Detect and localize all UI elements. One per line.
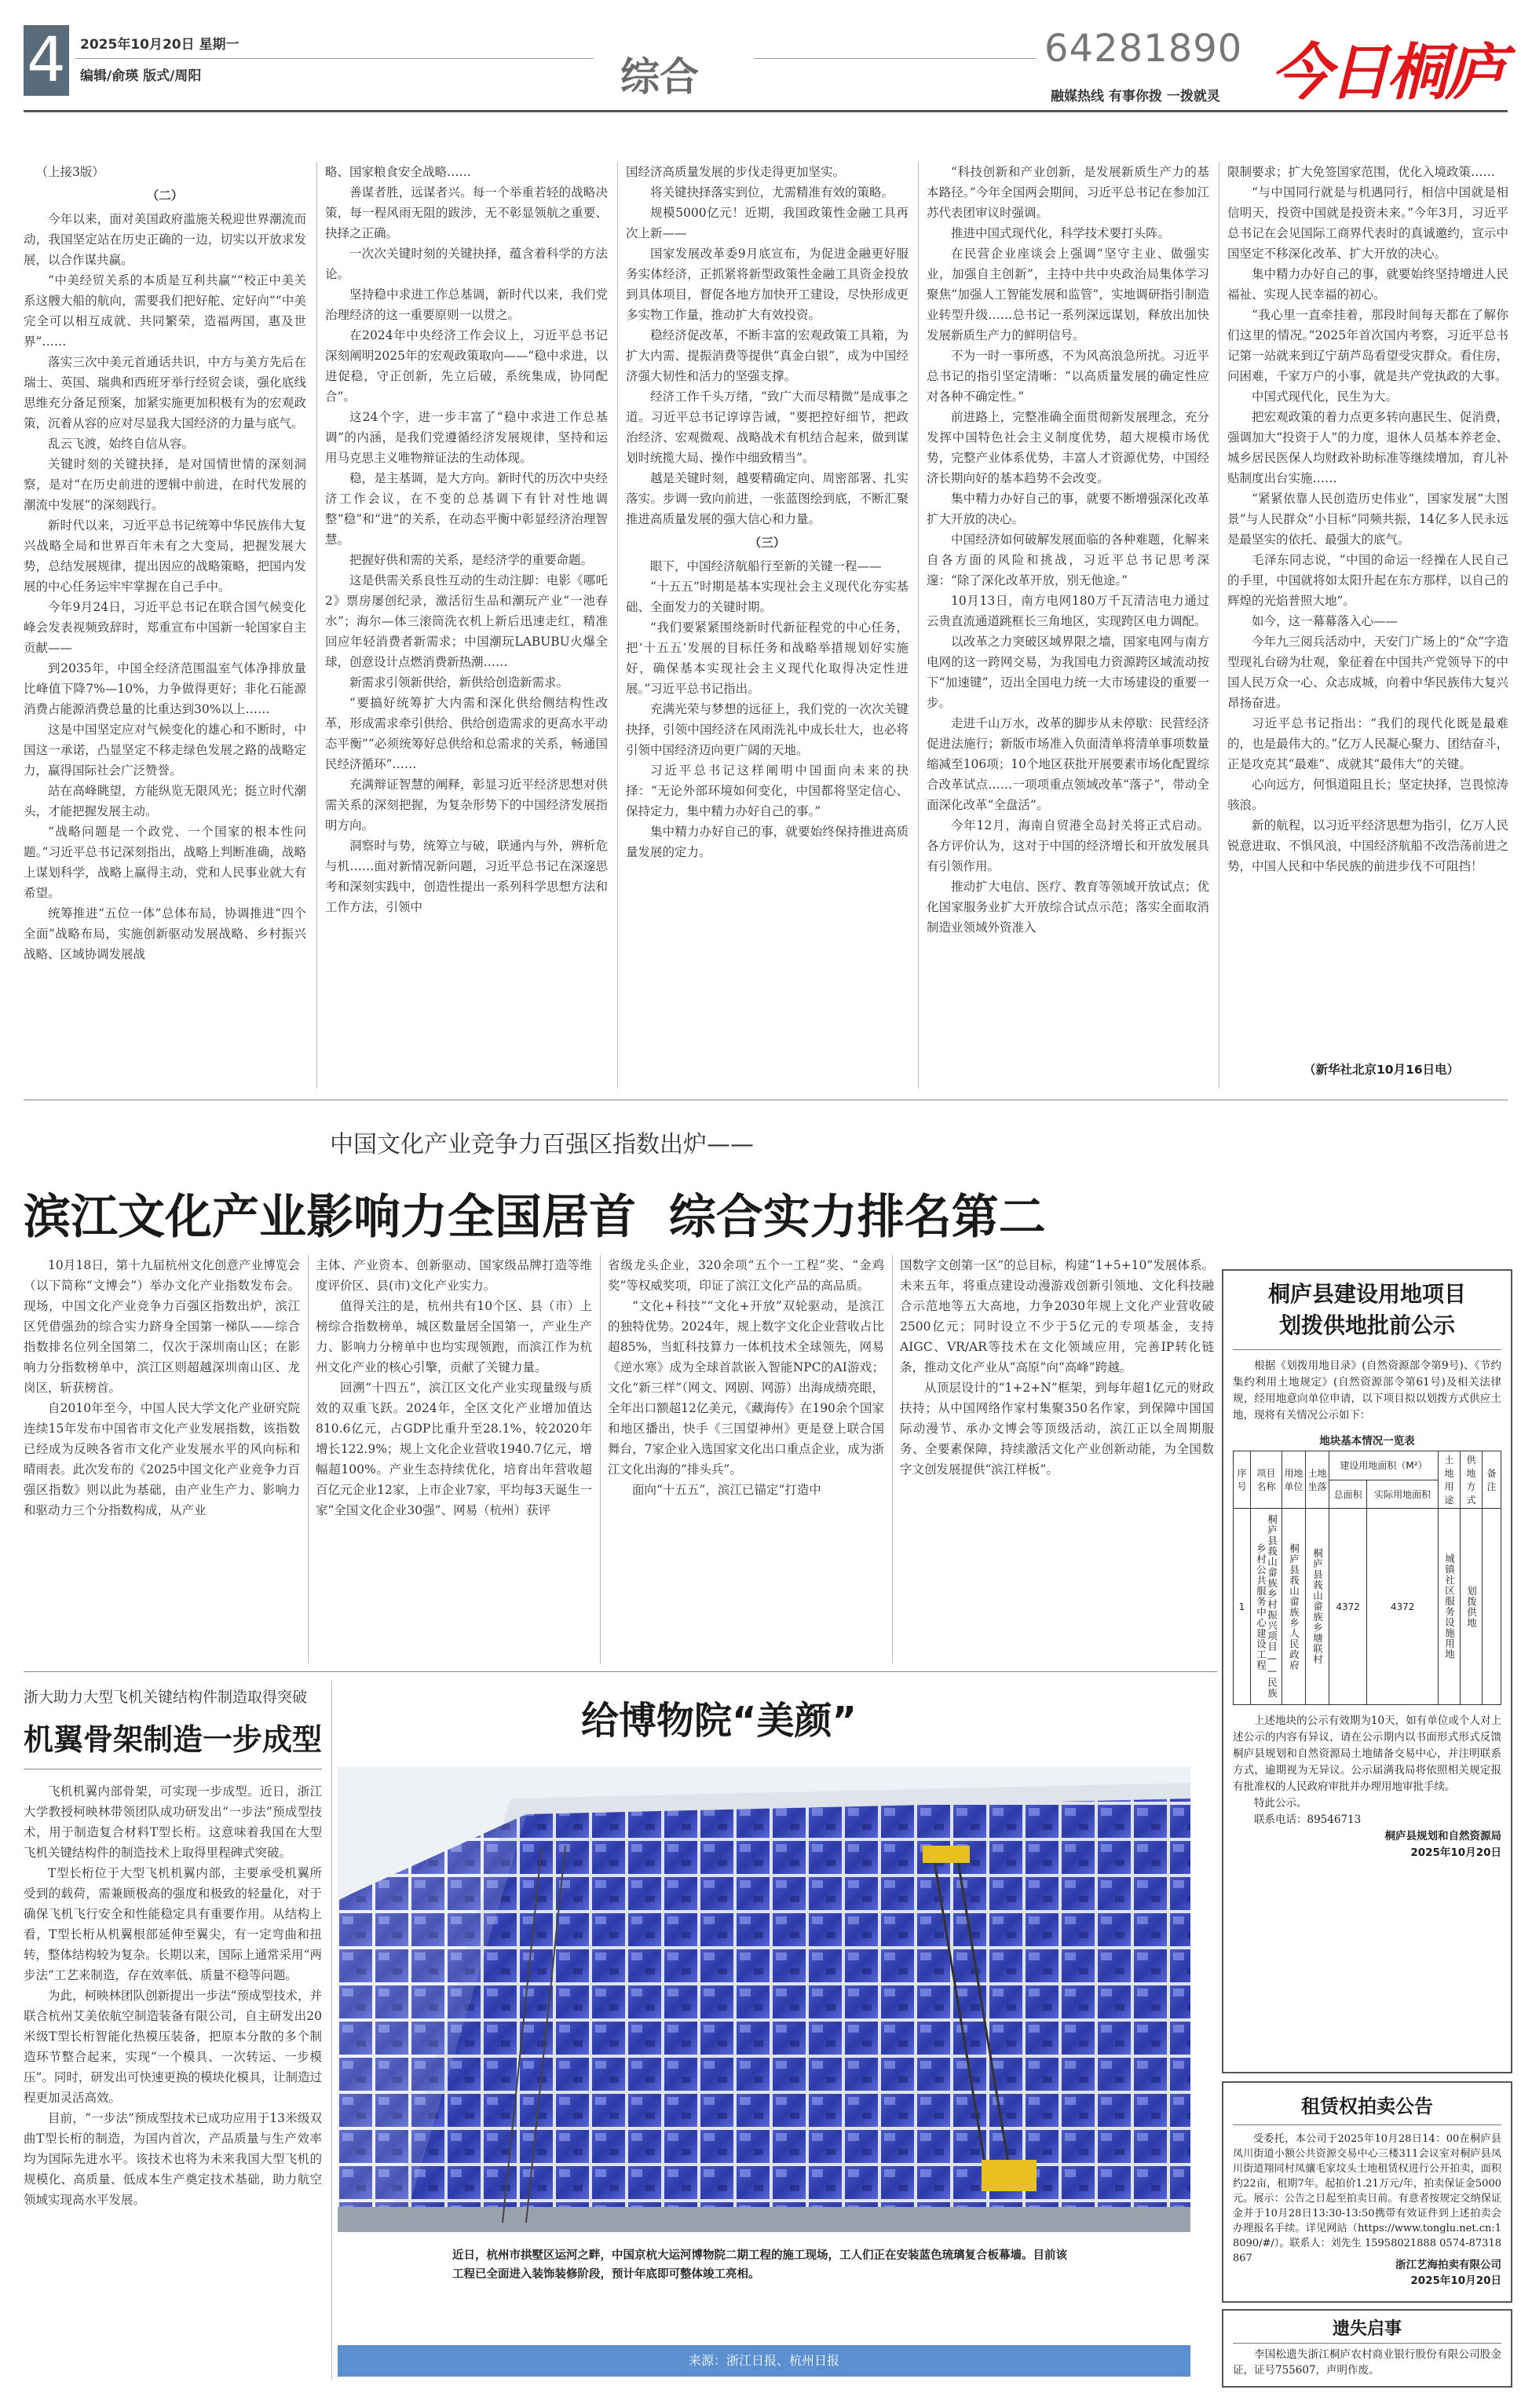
cell-remark — [1483, 1509, 1501, 1705]
paragraph: 新时代以来，习近平总书记统筹中华民族伟大复兴战略全局和世界百年未有之大变局，把握发展大势，总结发展规律，提出因应的战略策略，把国内发展的中心任务运牢牢掌握在自己手中。 — [24, 518, 306, 594]
paragraph: 在民营企业座谈会上强调“坚守主业、做强实业，加强自主创新”，主持中共中央政治局集体学习聚焦“加强人工智能发展和监管”，实地调研指引制造业转型升级……总书记一系列深远谋划，释放出加快发展新质生产力的鲜明信号。 — [927, 247, 1209, 342]
paragraph: 今年九三阅兵活动中，天安门广场上的“众”字造型现礼台磅为壮观，象征着在中国共产党领导下的中国人民万众一心、众志成城，向着中华民族伟大复兴昂扬奋进。 — [1227, 635, 1508, 710]
paragraph: 今年12月，海南自贸港全岛封关将正式启动。各方评价认为，这对于中国的经济增长和开放发展具有引领作用。 — [927, 818, 1209, 873]
header-rule-left — [75, 58, 594, 59]
paragraph: “十五五”时期是基本实现社会主义现代化夯实基础、全面发力的关键时期。 — [626, 580, 909, 614]
cell-actual: 4372 — [1367, 1509, 1439, 1705]
source-bar — [338, 2345, 1190, 2377]
col-header-remark: 备注 — [1483, 1451, 1501, 1509]
paragraph: 面向“十五五”，滨江已锚定“打造中 — [632, 1483, 821, 1497]
photo-caption-box — [440, 2237, 1084, 2323]
paragraph: 为此，柯映林团队创新提出一步法“预成型技术，并联合杭州艾美依航空制造装备有限公司，自主研发出20米级T型长桁智能化热模压装备，把原本分散的多个制造环节整合起来，实现“一个模具、一次转运、一步模压”。同时，研发出可快速更换的模块化模具，让制造过程更加灵活高效。 — [24, 1989, 322, 2105]
notice-land-closing: 特此公示。 — [1254, 1797, 1307, 1810]
article1-col3 — [626, 162, 909, 1089]
col-rule — [331, 1681, 332, 2380]
paragraph: 省级龙头企业，320余项“五个一工程”奖、“金鸡奖”等权威奖项，印证了滨江文化产品的高品质。 — [608, 1258, 884, 1293]
notice-lost-title: 遗失启事 — [1332, 2319, 1402, 2339]
cell-unit — [1282, 1509, 1306, 1705]
paragraph: 中国经济如何破解发展面临的各种难题，化解来自各方面的风险和挑战，习近平总书记思考深邃：“除了深化改革开放，别无他途。” — [927, 532, 1209, 587]
paragraph: 充满辩证智慧的阐释，彰显习近平经济思想对供需关系的深刻把握，为复杂形势下的中国经济发展指明方向。 — [325, 778, 608, 833]
paragraph: 到2035年，中国全经济范围温室气体净排放量比峰值下降7%—10%，力争做得更好；非化石能源消费占能源消费总量的比重达到30%以上…… — [24, 661, 306, 716]
paragraph: 10月13日，南方电网180万千瓦清洁电力通过云贵直流通道跳框长三角地区，实现跨区电力调配。 — [927, 594, 1209, 628]
table-row — [1234, 1509, 1501, 1705]
col-rule — [308, 1255, 309, 1663]
article1-col1 — [24, 162, 306, 1089]
section-heading-3: （三） — [748, 535, 786, 550]
notice-land-date: 2025年10月20日 — [1410, 1846, 1501, 1859]
paragraph: 今年以来，面对美国政府滥施关税迎世界潮流而动，我国坚定站在历史正确的一边，切实以开放求发展，以合作谋共赢。 — [24, 212, 306, 267]
paragraph: 从顶层设计的“1+2+N”框架，到每年超1亿元的财政扶持；从中国网络作家村集聚350名作家，到保障中国国际动漫节、承办文博会等顶级活动，滨江正以全周期服务、全要素保障，持续激活文化产业创新动能，为全国数字文创发展提供“滨江样板”。 — [900, 1381, 1214, 1477]
paragraph: 越是关键时刻，越要精确定向、周密部署、扎实落实。步调一致向前进，一张蓝图绘到底，不断汇聚推进高质量发展的强大信心和力量。 — [626, 471, 909, 526]
paragraph: 主体、产业资本、创新驱动、国家级品牌打造等维度评价区、县(市)文化产业实力。 — [316, 1258, 592, 1293]
col-header-name: 项目名称 — [1251, 1451, 1282, 1509]
article3-headline: 机翼骨架制造一步成型 — [24, 1722, 323, 1757]
notice-lost-body: 李国松遗失浙江桐庐农村商业银行股份有限公司股金证，证号755607，声明作废。 — [1233, 2348, 1501, 2377]
cell-location — [1306, 1509, 1329, 1705]
article2-col3 — [608, 1255, 884, 1663]
notice-land-footer: 上述地块的公示有效期为10天，如有单位或个人对上述公示的内容有异议，请在公示期内以书面形式形式反馈桐庐县规划和自然资源局土地储备交易中心，并注明联系方式，逾期视为无异议。公示届满我局将依照相关规定报有批准权的人民政府审批并办理用地审批手续。 — [1233, 1715, 1501, 1793]
paragraph: 10月18日，第十九届杭州文化创意产业博览会（以下简称“文博会”）举办文化产业指数发布会。现场，中国文化产业竞争力百强区指数出炉，滨江区凭借强劲的综合实力跻身全国第一梯队——综合指数排名位列全国第二，仅次于深圳南山区；在影响力分指数榜单中，滨江区则超越深圳南山区、龙岗区，斩获榜首。 — [24, 1258, 300, 1395]
paragraph: 新需求引领新供给，新供给创造新需求。 — [349, 675, 569, 690]
photo-source: 来源：浙江日报、杭州日报 — [688, 2353, 839, 2368]
paragraph: 这是供需关系良性互动的生动注脚：电影《哪吒2》票房屡创纪录，激活衍生品和潮玩产业“一池春水”；海尔—体三滚筒洗衣机上新后迅速走红，精准回应年轻消费者新需求；中国潮玩LABUBU火爆全球，创意设计点燃消费新热潮…… — [325, 573, 608, 669]
article3-top-rule — [24, 1671, 1217, 1672]
cell-method-text: 划拨供地 — [1465, 1585, 1478, 1628]
paragraph: “要搞好统筹扩大内需和深化供给侧结构性改革，形成需求牵引供给、供给创造需求的更高水平动态平衡”“必须统筹好总供给和总需求的关系，畅通国民经济循环”…… — [325, 696, 608, 771]
article1-col4 — [927, 162, 1209, 1089]
notice-auction-date: 2025年10月20日 — [1410, 2274, 1501, 2287]
paragraph: 坚持稳中求进工作总基调，新时代以来，我们党治理经济的这一重要原则一以贯之。 — [325, 287, 608, 322]
hotline-caption: 融媒热线 有事你拨 一拨就灵 — [1051, 89, 1220, 104]
editor-line: 编辑/俞瑛 版式/周阳 — [80, 68, 202, 84]
section-name: 综合 — [620, 54, 699, 100]
paragraph: 今年9月24日，习近平总书记在联合国气候变化峰会发表视频致辞时，郑重宣布中国新一轮国家自主贡献—— — [24, 600, 306, 655]
paragraph: 善谋者胜，远谋者兴。每一个举重若轻的战略决策，每一程风雨无阻的跋涉，无不彰显领航之重要、抉择之正确。 — [325, 185, 608, 240]
paragraph: 国数字文创第一区”的总目标，构建“1+5+10”发展体系。未来五年，将重点建设动漫游戏创新引领地、文化科技融合示范地等五大高地，力争2030年规上文化产业营收破2500亿元；同时设立不少于5亿元的专项基金，支持AIGC、VR/AR等技术在文化领域应用，完善IP转化链条，推动文化产业从“高原”向“高峰”跨越。 — [900, 1258, 1214, 1374]
page-number: 4 — [27, 25, 66, 96]
notice-land-signer: 桐庐县规划和自然资源局 — [1384, 1830, 1501, 1843]
article1-col5 — [1227, 162, 1508, 1057]
paragraph: 略、国家粮食安全战略…… — [325, 165, 472, 179]
paragraph: 走进千山万水，改革的脚步从未停歇：民营经济促进法施行；新版市场准入负面清单将清单事项数量缩减至106项；10个地区获批开展要素市场化配置综合改革试点……一项项重点领域改革“落子”，带动全面深化改革“全盘活”。 — [927, 716, 1209, 812]
land-table — [1233, 1451, 1501, 1705]
paragraph: 把握好供和需的关系，是经济学的重要命题。 — [349, 553, 594, 567]
paragraph: 心向远方，何惧道阻且长；坚定抉择，岂畏惊涛骇浪。 — [1227, 778, 1508, 812]
cell-seq: 1 — [1234, 1509, 1251, 1705]
paragraph: 洞察时与势，统筹立与破，联通内与外，辨析危与机……面对新情况新问题，习近平总书记在深邃思考和深刻实践中，创造性提出一系列科学思想方法和工作方法，引领中 — [325, 839, 608, 914]
notice-land-title: 桐庐县建设用地项目 划拨供地批前公示 — [1267, 1281, 1466, 1338]
paragraph: 习近平总书记这样阐明中国面向未来的抉择：“无论外部环境如何变化，中国都将坚定信心、保持定力，集中精力办好自己的事。” — [626, 763, 909, 818]
paragraph: 落实三次中美元首通话共识，中方与美方先后在瑞士、英国、瑞典和西班牙举行经贸会谈，强化底线思维充分备足预案，加紧实施更加积极有为的宏观政策，沉着从容的应对尽显我大国经济的力量与底气。 — [24, 355, 306, 430]
cell-method — [1461, 1509, 1483, 1705]
paragraph: 一次次关键时刻的关键抉择，蕴含着科学的方法论。 — [325, 247, 608, 281]
paragraph: 把宏观政策的着力点更多转向惠民生、促消费，强调加大“投资于人”的力度，退休人员基本养老金、城乡居民医保人均财政补助标准等继续增加，育儿补贴制度出台实施…… — [1227, 410, 1508, 485]
land-table-title: 地块基本情况一览表 — [1319, 1435, 1415, 1447]
paragraph: 在2024年中央经济工作会议上，习近平总书记深刻阐明2025年的宏观政策取向——“稳中求进，以进促稳，守正创新，先立后破，系统集成，协同配合”。 — [325, 328, 608, 404]
photo-title: 给博物院“美颜” — [581, 1699, 857, 1743]
cell-name — [1251, 1509, 1282, 1705]
col-header-seq: 序号 — [1234, 1451, 1251, 1509]
paragraph: 集中精力办好自己的事，就要始终保持推进高质量发展的定力。 — [626, 825, 909, 859]
paragraph: 中国式现代化，民生为大。 — [1252, 390, 1399, 404]
paragraph: “文化+科技”“文化+开放”双轮驱动，是滨江的独特优势。2024年，规上数字文化企业营收占比超85%，当虹科技算力一体机技术全球领先，网易《逆水寒》成为全球首款嵌入智能NPC的AI游戏；文化“新三样”（网文、网剧、网游）出海成绩亮眼，全年出口额超12亿美元，《藏海传》在190余个国家和地区播出，快手《三国望神州》更是登上联合国舞台，7家企业入选国家文化出口重点企业，成为浙江文化出海的“排头兵”。 — [608, 1299, 884, 1477]
article2-col4 — [900, 1255, 1214, 1663]
col-rule — [600, 1255, 601, 1663]
paragraph: “科技创新和产业创新，是发展新质生产力的基本路径。”今年全国两会期间，习近平总书记在参加江苏代表团审议时强调。 — [927, 165, 1209, 220]
hotline-number: 64281890 — [1044, 27, 1243, 71]
photo-caption: 近日，杭州市拱墅区运河之畔，中国京杭大运河博物院二期工程的施工现场，工人们正在安装蓝色琉璃复合板幕墙。目前该工程已全面进入装饰装修阶段，预计年底即可整体竣工亮相。 — [452, 2249, 1067, 2281]
paragraph: 将关键抉择落实到位，尤需精准有效的策略。 — [650, 185, 894, 199]
notice-land-box — [1222, 1269, 1512, 2073]
notice-auction-signer: 浙江艺海拍卖有限公司 — [1395, 2259, 1501, 2271]
paragraph: 毛泽东同志说，“中国的命运一经操在人民自己的手里，中国就将如太阳升起在东方那样，以自己的辉煌的光焰普照大地”。 — [1227, 553, 1508, 608]
header-bottom-rule — [24, 110, 1508, 112]
paragraph: 这24个字，进一步丰富了“稳中求进工作总基调”的内涵，是我们党遵循经济发展规律，坚持和运用马克思主义唯物辩证法的生动体现。 — [325, 410, 608, 465]
museum-facade-illustration — [338, 1767, 1190, 2232]
paragraph: 值得关注的是，杭州共有10个区、县（市）上榜综合指数榜单，城区数量居全国第一，产业生产力、影响力分榜单中也均实现领跑，而滨江作为杭州文化产业的核心引擎，贡献了关键力量。 — [316, 1299, 592, 1374]
cell-unit-text: 桐庐县莪山畲族乡人民政府 — [1288, 1543, 1300, 1671]
col-header-area: 建设用地面积（M²） — [1329, 1451, 1439, 1480]
masthead-logo: 今日桐庐 — [1271, 37, 1504, 108]
col-header-total: 总面积 — [1329, 1480, 1367, 1509]
paragraph: 规模5000亿元！近期，我国政策性金融工具再次上新—— — [626, 206, 909, 240]
paragraph: 集中精力办好自己的事，就要始终坚持增进人民福祉、实现人民幸福的初心。 — [1227, 267, 1508, 302]
paragraph: 经济工作千头万绪，“致广大而尽精微”是成事之道。习近平总书记谆谆告诫，“要把控好细节，把政治经济、宏观微观、战略战术有机结合起来，做到谋划时统揽大局、操作中细致精当”。 — [626, 390, 909, 465]
paragraph: 国家发展改革委9月底宣布，为促进金融更好服务实体经济，正抓紧将新型政策性金融工具资金投放到具体项目，督促各地方加快开工建设，尽快形成更多实物工作量，推动扩大有效投资。 — [626, 247, 909, 322]
article1-col2 — [325, 162, 608, 1089]
notice-auction-box — [1222, 2081, 1512, 2303]
article3-kicker: 浙大助力大型飞机关键结构件制造取得突破 — [24, 1689, 308, 1706]
col-header-actual: 实际用地面积 — [1367, 1480, 1439, 1509]
cell-location-text: 桐庐县莪山畲族乡塘联村 — [1311, 1548, 1324, 1665]
notice-land-contact: 联系电话：89546713 — [1254, 1813, 1362, 1826]
col-header-unit: 用地单位 — [1282, 1451, 1306, 1509]
paragraph: 乱云飞渡，始终自信从容。 — [48, 437, 195, 451]
paragraph: 充满光荣与梦想的远征上，我们党的一次次关键抉择，引领中国经济在风雨洗礼中成长壮大，也必将引领中国经济迈向更广阔的天地。 — [626, 702, 909, 757]
paragraph: 统筹推进“五位一体”总体布局，协调推进“四个全面”战略布局，实施创新驱动发展战略、乡村振兴战略、区域协调发展战 — [24, 906, 306, 961]
paragraph: “我们要紧紧围绕新时代新征程党的中心任务，把‘十五五’发展的目标任务和战略举措规划好实施好，确保基本实现社会主义现代化取得决定性进展。”习近平总书记指出。 — [626, 620, 909, 696]
article2-headline: 滨江文化产业影响力全国居首 综合实力排名第二 — [24, 1190, 1046, 1245]
paragraph: 新的航程，以习近平经济思想为指引，亿万人民锐意进取、不惧风浪，中国经济航船不改浩荡前进之势，中国人民和中华民族的前进步伐不可阻挡！ — [1227, 818, 1508, 873]
article2-col1 — [24, 1255, 300, 1663]
paragraph: T型长桁位于大型飞机机翼内部，主要承受机翼所受到的载荷，需兼顾极高的强度和极致的轻量化，对于确保飞机飞行安全和性能稳定具有重要作用。从结构上看，T型长桁从机翼根部延伸至翼尖，有一定弯曲和扭转，整体结构较为复杂。长期以来，国际上通常采用“两步法”工艺来制造，存在效率低、质量不稳等问题。 — [24, 1866, 322, 1982]
paragraph: 以改革之力突破区域界限之墙，国家电网与南方电网的这一跨网交易，为我国电力资源跨区域流动按下“加速键”，迈出全国电力统一大市场建设的重要一步。 — [927, 635, 1209, 710]
paragraph: 不为一时一事所惑，不为风高浪急所扰。习近平总书记的指引坚定清晰：“以高质量发展的确定性应对各种不确定性。” — [927, 349, 1209, 404]
notice-lost-box — [1222, 2309, 1512, 2388]
col-header-method: 供地方式 — [1461, 1451, 1483, 1509]
paragraph: 国经济高质量发展的步伐走得更加坚实。 — [626, 165, 846, 179]
paragraph: 目前，“一步法”预成型技术已成功应用于13米级双曲T型长桁的制造，为国内首次，产品质量与生产效率均为国际先进水平。该技术也将为未来我国大型飞机的规模化、高质量、低成本生产奠定技术基础，助力航空领域实现高水平发展。 — [24, 2111, 322, 2207]
paragraph: 稳，是主基调，是大方向。新时代的历次中央经济工作会议，在不变的总基调下有针对性地调整“稳”和“进”的关系，在动态平衡中彰显经济治理智慧。 — [325, 471, 608, 547]
paragraph: “我心里一直牵挂着，那段时间每天都在了解你们这里的情况。”2025年首次国内考察，习近平总书记第一站就来到辽宁葫芦岛看望受灾群众。看住房，问困难，千家万户的小事，就是共产党执政的大事。 — [1227, 308, 1508, 383]
cell-total: 4372 — [1329, 1509, 1367, 1705]
paragraph: 限制要求；扩大免签国家范围，优化入境政策…… — [1227, 165, 1496, 179]
paragraph: 眼下，中国经济航船行至新的关键一程—— — [650, 559, 882, 573]
paragraph: 关键时刻的关键抉择，是对国情世情的深刻洞察，是对“在历史前进的逻辑中前进，在时代发展的潮流中发展”的深刻践行。 — [24, 457, 306, 512]
paragraph: 推动扩大电信、医疗、教育等领域开放试点；优化国家服务业扩大开放综合试点示范；落实全面取消制造业领域外资准入 — [927, 880, 1209, 935]
paragraph: “与中国同行就是与机遇同行，相信中国就是相信明天，投资中国就是投资未来。”今年3月，习近平总书记在会见国际工商界代表时的真诚邀约，宣示中国坚定不移深化改革、扩大开放的决心。 — [1227, 185, 1508, 261]
paragraph: 集中精力办好自己的事，就要不断增强深化改革扩大开放的决心。 — [927, 492, 1209, 526]
col-rule — [892, 1255, 893, 1663]
paragraph: 习近平总书记指出：“我们的现代化既是最难的，也是最伟大的。”亿万人民凝心聚力、团结奋斗，正是攻克其“最难”、成就其“最伟大”的关键。 — [1227, 716, 1508, 771]
page-number-box — [24, 25, 69, 96]
cell-use — [1439, 1509, 1461, 1705]
notice-land-intro: 根据《划拨用地目录》(自然资源部令第9号)、《节约集约利用土地规定》(自然资源部令第61号)及相关法律规，经用地意向单位申请，以下项目拟以划拨方式供应土地，现将有关情况公示如下： — [1233, 1360, 1501, 1422]
col-header-use: 土地用途 — [1439, 1451, 1461, 1509]
article2-col2 — [316, 1255, 592, 1663]
col-rule — [316, 162, 317, 1089]
cell-use-text: 城镇社区服务设施用地 — [1443, 1553, 1456, 1660]
article1-signature: （新华社北京10月16日电） — [1303, 1063, 1460, 1077]
paragraph: 前进路上，完整准确全面贯彻新发展理念，充分发挥中国特色社会主义制度优势，超大规模市场优势，完整产业体系优势，丰富人才资源优势，中国经济长期向好的基本趋势不会改变。 — [927, 410, 1209, 485]
col-header-location: 土地坐落 — [1306, 1451, 1329, 1509]
cell-name-text: 桐庐县莪山畲族乡村振兴项目——民族乡村公共服务中心建设工程 — [1255, 1514, 1278, 1699]
header-rule-right — [754, 58, 1037, 59]
paragraph: “紧紧依靠人民创造历史伟业”，国家发展“大图景”与人民群众“小目标”同频共振，14亿多人民永远是最坚实的依托、最强大的底气。 — [1227, 492, 1508, 547]
paragraph: “中美经贸关系的本质是互利共赢”“校正中美关系这艘大船的航向，需要我们把好舵、定好向”“中美完全可以相互成就、共同繁荣，造福两国，惠及世界”…… — [24, 273, 306, 349]
paragraph: 推进中国式现代化，科学技术要打头阵。 — [951, 226, 1171, 240]
paragraph: 这是中国坚定应对气候变化的雄心和不断时，中国这一承诺，凸显坚定不移走绿色发展之路的战略定力，赢得国际社会广泛赞誉。 — [24, 723, 306, 778]
paragraph: 稳经济促改革，不断丰富的宏观政策工具箱，为扩大内需、提振消费等提供“真金白银”，成为中国经济强大韧性和活力的坚强支撑。 — [626, 328, 909, 383]
paragraph: 站在高峰眺望，方能纵览无限风光；挺立时代潮头，才能把握发展主动。 — [24, 784, 306, 818]
paragraph: 如今，这一幕幕落入心—— — [1252, 614, 1399, 628]
article2-kicker: 中国文化产业竞争力百强区指数出炉—— — [330, 1131, 754, 1158]
notice-auction-body: 受委托，本公司于2025年10月28日14：00在桐庐县凤川街道小额公共资源交易中心三楼311会议室对桐庐县凤川街道翔同村凤骧毛家坟头土地租赁权进行公开拍卖，面积约22亩，租期7年。起拍价1.21万元/年，拍卖保证金5000元。展示：公告之日起至拍卖日前。有意者按规定交纳保证金并于10月28日13:30-13:50携带有效证件到上述拍卖会办理报名手续。详见网站（https://www.tonglu.net.cn:18090/#/）。联系人：刘先生 15958021888 0574-87318867 — [1233, 2133, 1501, 2264]
paragraph: “战略问题是一个政党、一个国家的根本性问题。”习近平总书记深刻指出，战略上判断准确，战略上谋划科学，战略上赢得主动，党和人民事业就大有希望。 — [24, 825, 306, 900]
museum-photo — [338, 1767, 1190, 2232]
paragraph: 自2010年至今，中国人民大学文化产业研究院连续15年发布中国省市文化产业发展指数，该指数已经成为反映各省市文化产业发展水平的风向标和晴雨表。此次发布的《2025中国文化产业竞争力百强区指数》则以此为基础，由产业生产力、影响力和驱动力三个分指数构成，从产业 — [24, 1401, 300, 1517]
continued-label: （上接3版） — [35, 165, 104, 179]
article3-body — [24, 1781, 322, 2378]
section-heading-2: （二） — [146, 188, 184, 203]
col-rule — [617, 162, 618, 1089]
paragraph: 飞机机翼内部骨架，可实现一步成型。近日，浙江大学教授柯映林带领团队成功研发出“一步法”预成型技术，用于制造复合材料T型长桁。这意味着我国在大型飞机关键结构件的制造技术上取得里程碑式突破。 — [24, 1784, 322, 1860]
date-line: 2025年10月20日 星期一 — [80, 37, 239, 53]
paragraph: 回溯“十四五”，滨江区文化产业实现量级与质效的双重飞跃。2024年，全区文化产业增加值达810.6亿元，占GDP比重升至28.1%，较2020年增长122.9%；规上文化企业营收1940.7亿元，增幅超100%。产业生态持续优化，培育出年营收超百亿元企业12家，上市企业7家，平均每3天诞生一家“全国文化企业30强”、网易（杭州）获评 — [316, 1381, 592, 1517]
col-rule — [918, 162, 919, 1089]
notice-auction-title: 租赁权拍卖公告 — [1301, 2095, 1433, 2117]
